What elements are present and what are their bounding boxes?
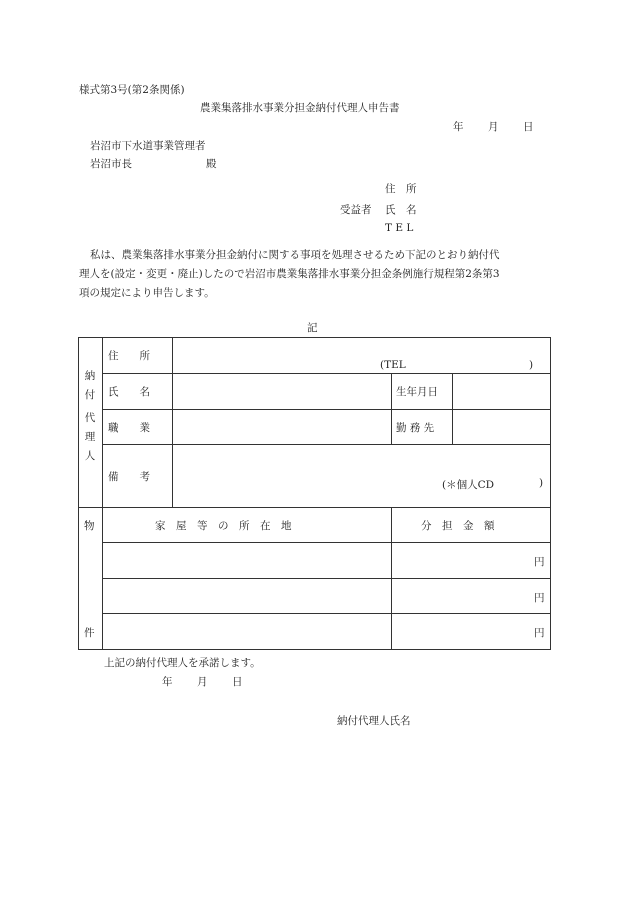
yen-unit: 円	[534, 592, 545, 604]
personal-cd-close: )	[539, 477, 544, 489]
table-border	[550, 337, 551, 650]
table-divider	[102, 542, 551, 543]
agent-tel-close: )	[529, 359, 534, 371]
table-divider	[391, 507, 392, 650]
agent-name-signature-label: 納付代理人氏名	[337, 715, 411, 727]
addressee-mayor: 岩沼市長	[90, 158, 132, 170]
acceptance-statement: 上記の納付代理人を承諾します。	[104, 657, 261, 669]
occupation-label: 職 業	[108, 422, 150, 434]
document-title: 農業集落排水事業分担金納付代理人申告書	[200, 102, 400, 114]
property-group-label-bottom: 件	[84, 627, 95, 639]
yen-unit: 円	[534, 627, 545, 639]
table-divider	[102, 578, 551, 579]
agent-name-label: 氏 名	[108, 386, 150, 398]
property-group-label-top: 物	[84, 520, 95, 532]
table-divider	[391, 373, 392, 445]
table-divider	[78, 507, 551, 508]
date-year-label: 年	[453, 121, 464, 133]
form-number: 様式第3号(第2条関係)	[79, 84, 185, 96]
table-border	[78, 337, 551, 338]
declaration-line-2: 理人を(設定・変更・廃止)したので岩沼市農業集落排水事業分担金条例施行規程第2条第3	[79, 268, 500, 280]
birthdate-label: 生年月日	[396, 386, 438, 398]
ki-marker: 記	[307, 322, 318, 334]
addressee-sewer-manager: 岩沼市下水道事業管理者	[90, 140, 206, 152]
agent-address-label: 住 所	[108, 350, 150, 362]
date-day-label: 日	[523, 121, 534, 133]
agent-group-label: 納 付 代 理 人	[84, 370, 96, 462]
table-divider	[102, 613, 551, 614]
table-border	[78, 649, 551, 650]
footer-date-month: 月	[197, 676, 208, 688]
declaration-line-3: 項の規定により申告します。	[79, 287, 215, 299]
declaration-line-1: 私は、農業集落排水事業分担金納付に関する事項を処理させるため下記のとおり納付代	[90, 249, 500, 261]
table-border	[78, 337, 79, 650]
applicant-name-label: 氏 名	[385, 204, 417, 216]
applicant-tel-label: T E L	[385, 222, 414, 234]
table-divider	[102, 337, 103, 650]
footer-date-day: 日	[232, 676, 243, 688]
amount-header: 分 担 金 額	[421, 520, 495, 532]
agent-form-table	[78, 337, 551, 650]
table-divider	[452, 373, 453, 445]
location-header: 家 屋 等 の 所 在 地	[155, 520, 292, 532]
workplace-label: 勤 務 先	[396, 422, 435, 434]
agent-tel-open: (TEL	[380, 359, 406, 371]
table-divider	[102, 409, 551, 410]
date-month-label: 月	[488, 121, 499, 133]
table-divider	[172, 337, 173, 508]
remarks-label: 備 考	[108, 471, 150, 483]
applicant-address-label: 住 所	[385, 183, 417, 195]
honorific: 殿	[206, 158, 217, 170]
footer-date-year: 年	[162, 676, 173, 688]
personal-cd-open: (＊個人CD	[442, 479, 495, 491]
table-divider	[102, 373, 551, 374]
beneficiary-label: 受益者	[340, 204, 372, 216]
yen-unit: 円	[534, 556, 545, 568]
table-divider	[102, 444, 551, 445]
